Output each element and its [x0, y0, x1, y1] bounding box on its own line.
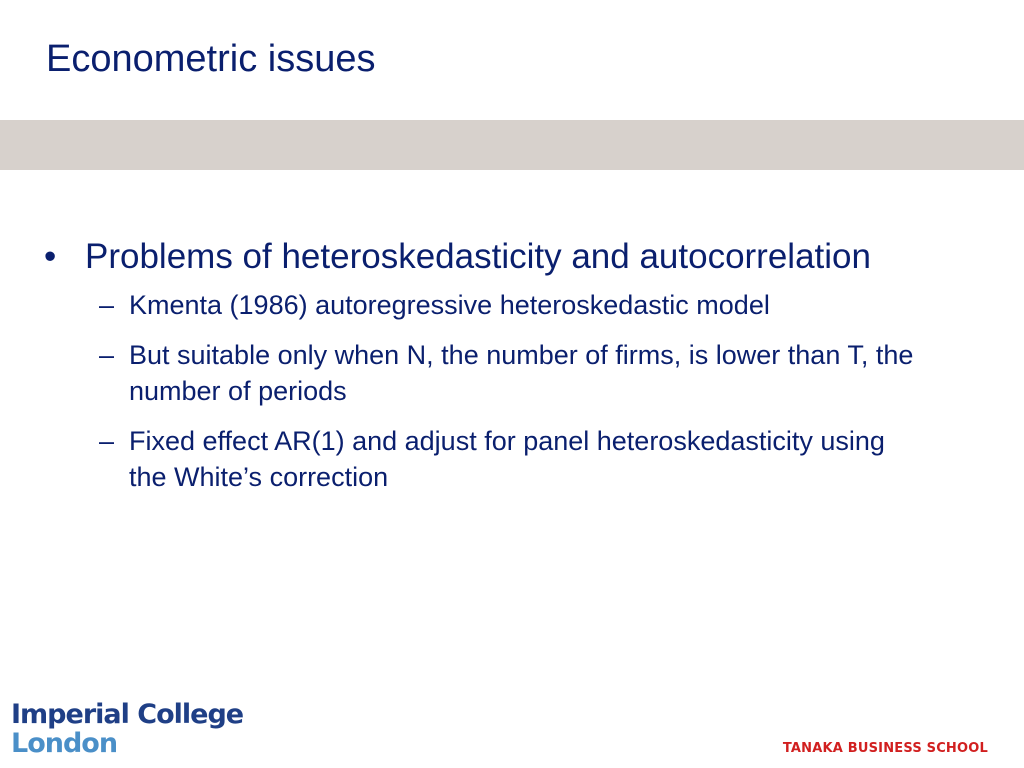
sub-bullet-text: Fixed effect AR(1) and adjust for panel heteroskedasticity using the White’s correction [129, 426, 885, 492]
sub-bullet-marker: – [99, 290, 115, 320]
sub-bullet-item [44, 423, 924, 495]
sub-bullet-item [44, 337, 924, 409]
sub-bullet-list [44, 287, 924, 495]
bullet-marker: • [44, 237, 57, 276]
imperial-logo-line2: London [11, 728, 118, 759]
sub-bullet-text: But suitable only when N, the number of firms, is lower than T, the number of periods [129, 340, 914, 406]
sub-bullet-marker: – [99, 426, 115, 456]
sub-bullet-marker: – [99, 340, 115, 370]
imperial-college-logo [11, 700, 243, 758]
sub-bullet-text: Kmenta (1986) autoregressive heteroskedastic model [129, 290, 770, 320]
slide-title: Econometric issues [46, 38, 376, 80]
imperial-logo-line1: Imperial College [11, 699, 244, 730]
bullet-item [44, 234, 924, 279]
sub-bullet-item [44, 287, 924, 323]
title-band [0, 120, 1024, 170]
slide-content [44, 234, 924, 509]
tanaka-business-school-logo: TANAKA BUSINESS SCHOOL [782, 741, 988, 756]
bullet-text: Problems of heteroskedasticity and autocorrelation [85, 237, 871, 276]
